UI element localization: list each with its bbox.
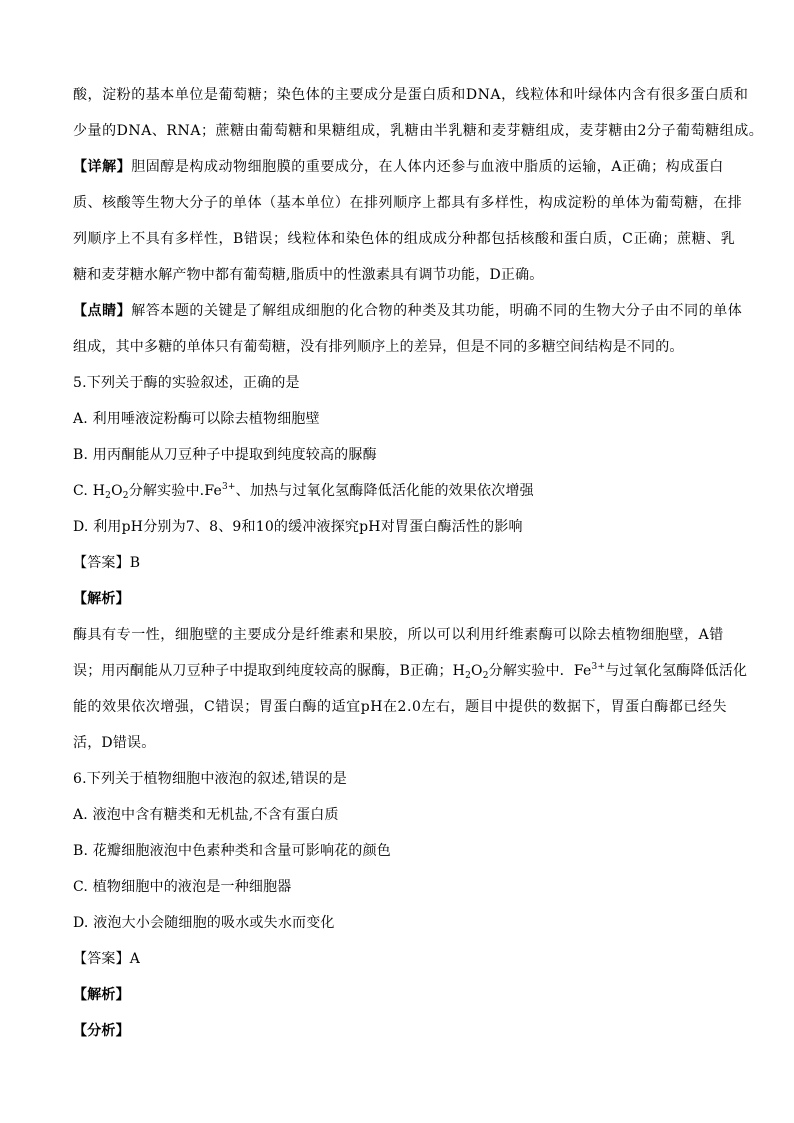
analysis-line: 活，D错误。 [73, 735, 156, 751]
point-tag: 【点睛】 [73, 303, 132, 319]
option-d: D. 利用pH分别为7、8、9和10的缓冲液探究pH对胃蛋白酶活性的影响 [73, 519, 523, 535]
option-b: B. 花瓣细胞液泡中色素种类和含量可影响花的颜色 [73, 843, 391, 859]
detail-line: 糖和麦芽糖水解产物中都有葡萄糖,脂质中的性激素具有调节功能，D正确。 [73, 267, 544, 283]
option-c: C. 植物细胞中的液泡是一种细胞器 [73, 879, 292, 895]
question-stem: 5.下列关于酶的实验叙述，正确的是 [73, 375, 300, 391]
paragraph-line: 少量的DNA、RNA；蔗糖由葡萄糖和果糖组成，乳糖由半乳糖和麦芽糖组成，麦芽糖由2分子葡萄糖组成。 [73, 123, 764, 139]
answer-line: 【答案】A [73, 951, 141, 967]
analysis-tag: 【解析】 [73, 591, 130, 607]
analysis-line: 能的效果依次增强，C错误；胃蛋白酶的适宜pH在2.0左右，题目中提供的数据下，胃蛋白酶都已经失 [73, 699, 727, 715]
point-line [73, 302, 743, 320]
analysis-line: 误；用丙酮能从刀豆种子中提取到纯度较高的脲酶，B正确；$H_2O_2$分解实验中．$Fe^{3+}$与过氧化氢酶降低活化 [73, 662, 748, 681]
detail-tag: 【详解】 [73, 159, 132, 175]
option-a: A. 利用唾液淀粉酶可以除去植物细胞壁 [73, 411, 320, 427]
detail-line: 列顺序上不具有多样性，B错误；线粒体和染色体的组成成分种都包括核酸和蛋白质，C正确；蔗糖、乳 [73, 231, 736, 247]
analysis-line: 酶具有专一性，细胞壁的主要成分是纤维素和果胶，所以可以利用纤维素酶可以除去植物细胞壁，A错 [73, 627, 724, 643]
detail-text: 胆固醇是构成动物细胞膜的重要成分，在人体内还参与血液中脂质的运输，A正确；构成蛋白 [131, 159, 724, 175]
paragraph-line: 酸，淀粉的基本单位是葡萄糖；染色体的主要成分是蛋白质和DNA，线粒体和叶绿体内含有很多蛋白质和 [73, 87, 749, 103]
detail-line [73, 158, 733, 176]
option-b: B. 用丙酮能从刀豆种子中提取到纯度较高的脲酶 [73, 447, 377, 463]
option-d: D. 液泡大小会随细胞的吸水或失水而变化 [73, 915, 335, 931]
detail-line: 质、核酸等生物大分子的单体（基本单位）在排列顺序上都具有多样性，构成淀粉的单体为葡萄糖，在排 [73, 195, 743, 211]
question-stem: 6.下列关于植物细胞中液泡的叙述,错误的是 [73, 771, 348, 787]
point-text: 解答本题的关键是了解组成细胞的化合物的种类及其功能，明确不同的生物大分子由不同的单体 [131, 303, 743, 319]
analysis-subtag: 【分析】 [73, 1023, 130, 1039]
point-line: 组成，其中多糖的单体只有葡萄糖，没有排列顺序上的差异，但是不同的多糖空间结构是不同的。 [73, 339, 684, 355]
analysis-tag: 【解析】 [73, 987, 130, 1003]
option-a: A. 液泡中含有糖类和无机盐,不含有蛋白质 [73, 807, 339, 823]
option-c: C. $H_2O_2$分解实验中$.Fe^{3+}$、加热与过氧化氢酶降低活化能的效果依次增强 [73, 482, 534, 501]
answer-line: 【答案】B [73, 555, 141, 571]
